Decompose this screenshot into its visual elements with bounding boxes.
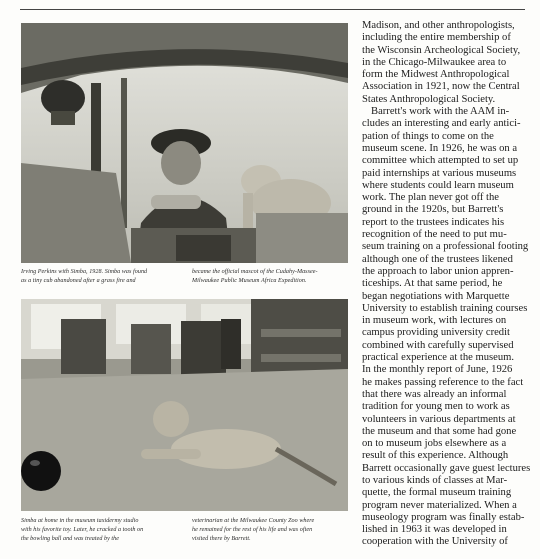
body-text-line: combined with carefully supervised	[362, 339, 514, 351]
caption-line: became the official mascot of the Cudahy-Massee-	[192, 269, 318, 275]
caption-line: Irving Perkins with Simba, 1928. Simba was found	[21, 269, 148, 275]
body-text-line: cludes an interesting and early antici-	[362, 118, 521, 130]
body-text-line: practical experience at the museum.	[362, 352, 515, 364]
body-text-line: program never materialized. When a	[362, 499, 517, 511]
body-text-line: the museum and that some had gone	[362, 425, 517, 437]
body-text-line: he makes passing reference to the fact	[362, 376, 524, 388]
caption-line: Simba at home in the museum taxidermy studio	[21, 518, 139, 524]
body-text-line: to various kinds of classes at Mar-	[362, 474, 508, 486]
body-text-line: pation of things to come on the	[362, 130, 494, 142]
body-text-line: In the monthly report of June, 1926	[362, 364, 513, 376]
body-text-column	[362, 20, 532, 549]
body-text-line: tradition for young men to work as	[362, 401, 510, 413]
body-text-line: States Anthropological Society.	[362, 93, 496, 105]
caption-bottom-right	[192, 517, 352, 544]
body-text-line: result of this experience. Although	[362, 450, 509, 462]
body-text-line: seum training on a professional footing	[362, 241, 529, 253]
body-text-line: Association in 1921, now the Central	[362, 81, 520, 93]
caption-top-right	[192, 268, 352, 286]
body-text-line: committee which attempted to set up	[362, 155, 519, 167]
body-text-line: University to establish training courses	[362, 302, 528, 314]
body-text-line: began negotiations with Marquette	[362, 290, 510, 302]
body-text-line: ground in the 1920s, but Barrett's	[362, 204, 504, 216]
body-text-line: although one of the trustees likened	[362, 253, 513, 265]
body-text-line: the Wisconsin Archeological Society,	[362, 44, 521, 56]
caption-line: the bowling ball and was treated by the	[21, 536, 120, 542]
body-text-line: Barrett's work with the AAM in-	[371, 106, 510, 118]
caption-bottom-left	[21, 517, 181, 544]
body-text-line: quette, the formal museum training	[362, 487, 512, 499]
body-text-line: form the Midwest Anthropological	[362, 69, 510, 81]
body-text-line: recognition of the need to put mu-	[362, 229, 507, 241]
body-text-line: the approach to labor union appren-	[362, 265, 514, 277]
body-text-line: where students could learn museum	[362, 179, 514, 191]
body-text-line: including the entire membership of	[362, 32, 511, 44]
body-text-line: Barrett occasionally gave guest lectures	[362, 462, 531, 474]
caption-line: veterinarian at the Milwaukee County Zoo where	[192, 518, 315, 524]
body-text-line: report to the trustees indicates his	[362, 216, 505, 228]
body-text-line: campus providing university credit	[362, 327, 510, 339]
caption-line: visited there by Barrett.	[192, 536, 251, 542]
body-text-line: lished in 1963 it was developed in	[362, 524, 507, 536]
body-text-line: paid internships at various museums	[362, 167, 517, 179]
caption-line: as a tiny cub abandoned after a grass fire and	[21, 278, 136, 284]
photo-man-with-lion-cub	[21, 23, 348, 263]
body-text-line: Madison, and other anthropologists,	[362, 20, 515, 31]
body-text-line: museum scene. In 1926, he was on a	[362, 142, 518, 154]
body-text-line: museology program was finally estab-	[362, 511, 525, 523]
caption-line: he remained for the rest of his life and was often	[192, 527, 313, 533]
top-rule	[20, 9, 525, 10]
body-text-line: on to museum jobs elsewhere as a	[362, 438, 507, 450]
caption-top-left	[21, 268, 181, 286]
body-text-line: that there was already an informal	[362, 388, 507, 400]
body-text-line: volunteers in various departments at	[362, 413, 516, 425]
body-text-line: in the Chicago-Milwaukee area to	[362, 56, 507, 68]
body-text-line: work. The plan never got off the	[362, 192, 499, 204]
body-text-line: cooperation with the University of	[362, 536, 508, 548]
body-text-line: in museum work, with lectures on	[362, 315, 507, 327]
body-text-line: ticeships. At that same period, he	[362, 278, 503, 290]
caption-line: with his favorite toy. Later, he cracked a tooth on	[21, 527, 144, 533]
photo-lion-cub-in-studio	[21, 299, 348, 511]
caption-line: Milwaukee Public Museum Africa Expedition.	[192, 278, 307, 284]
